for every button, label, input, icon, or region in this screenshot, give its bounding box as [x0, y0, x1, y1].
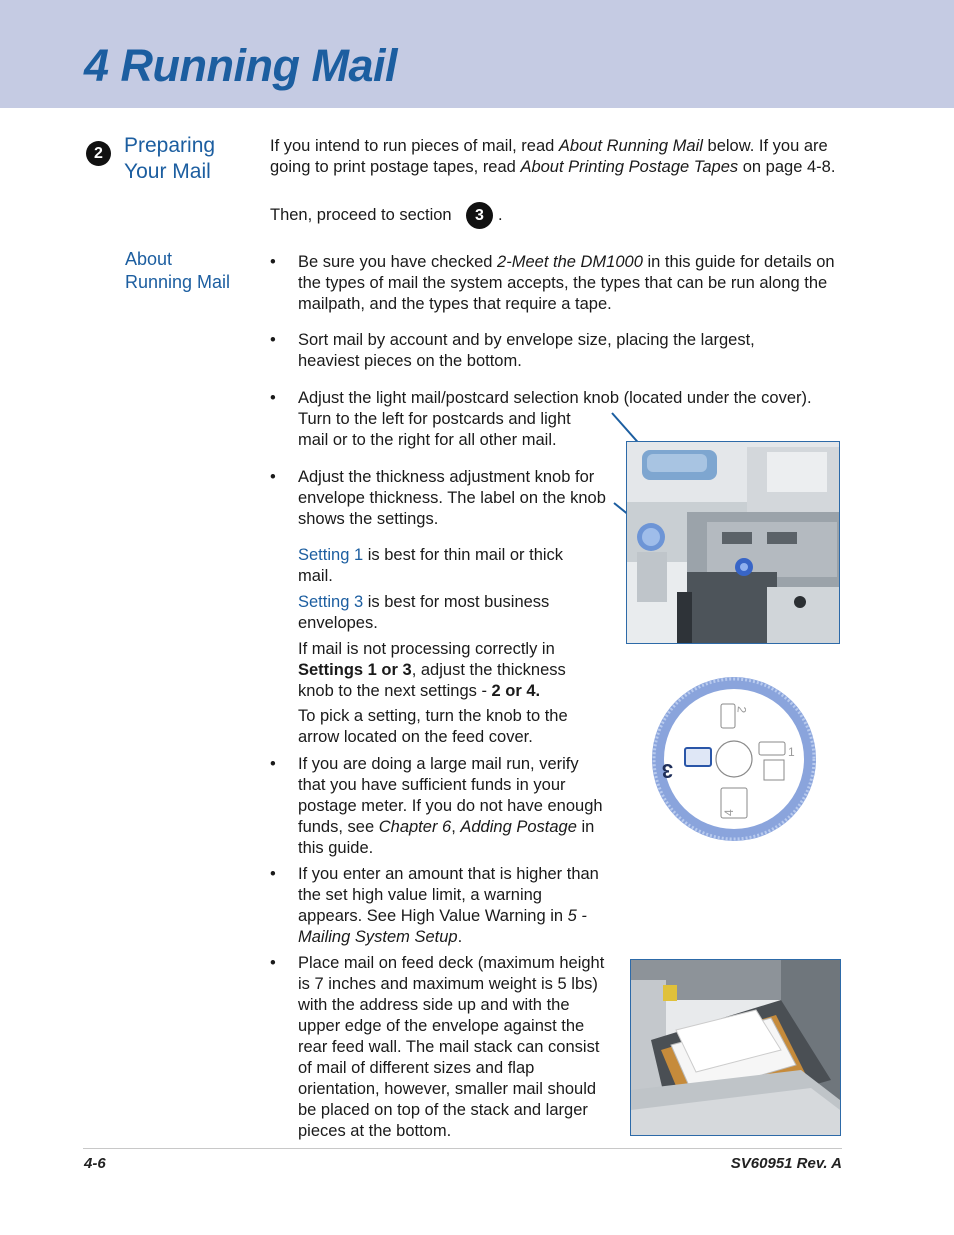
text-ref: 2-Meet the DM1000 [497, 253, 643, 271]
heading-line: Running Mail [125, 272, 231, 292]
knob-area-photo [626, 441, 840, 644]
bullet-text: Sort mail by account and by envelope size, placing the largest, heaviest pieces on the bottom. [298, 331, 755, 370]
feed-deck-photo [630, 959, 841, 1136]
bullet-marker: • [270, 954, 276, 972]
text: If you enter an amount that is higher than the set high value limit, a warning appears. See High Value Warning in [298, 865, 599, 925]
text: , adjust the thickness knob to the next settings - [298, 661, 566, 700]
bullet-text: Turn to the left for postcards and light mail or to the right for all other mail. [298, 410, 571, 449]
chapter-title: 4 Running Mail [84, 40, 397, 91]
text-ref: Adding Postage [460, 818, 577, 836]
text: is best for thin mail or thick mail. [298, 546, 564, 585]
dial-setting-3: 3 [661, 759, 673, 781]
text: , [451, 818, 461, 836]
setting-link[interactable]: Setting 3 [298, 593, 364, 611]
text: Be sure you have checked [298, 253, 498, 271]
text: . [498, 206, 503, 224]
text: in this guide. [298, 818, 595, 857]
step-number-badge: 2 [86, 141, 111, 166]
text: If you intend to run pieces of mail, read [270, 137, 559, 155]
bullet-marker: • [270, 865, 276, 883]
text: is best for most business envelopes. [298, 593, 550, 632]
bullet-marker: • [270, 755, 276, 773]
page-number: 4-6 [84, 1155, 106, 1172]
text-strong: 2 or 4. [491, 682, 541, 700]
bullet-marker: • [270, 468, 276, 486]
step-number-badge: 3 [466, 202, 493, 229]
heading-line: About [125, 249, 173, 269]
dial-setting-4: 4 [722, 809, 736, 816]
document-revision: SV60951 Rev. A [730, 1155, 842, 1172]
text-strong: Settings 1 or 3 [298, 661, 412, 679]
text: below. If you are going to print postage tapes, read [270, 137, 828, 176]
text: . [457, 928, 463, 946]
text: If mail is not processing correctly in [298, 640, 555, 658]
text: Then, proceed to section [270, 206, 452, 224]
setting-link[interactable]: Setting 1 [298, 546, 364, 564]
bullet-text: Adjust the thickness adjustment knob for envelope thickness. The label on the knob shows the settings. [298, 468, 606, 528]
pick-setting-note: To pick a setting, turn the knob to the arrow located on the feed cover. [298, 707, 568, 746]
dial-setting-1: 1 [788, 745, 795, 759]
footer-divider [83, 1148, 842, 1149]
text-ref: 5 - Mailing System Setup [298, 907, 587, 946]
text-ref: About Running Mail [558, 137, 703, 155]
text: on page 4-8. [738, 158, 836, 176]
bullet-marker: • [270, 253, 276, 271]
heading-line: Your Mail [124, 160, 211, 183]
bullet-text: Place mail on feed deck (maximum height is 7 inches and maximum weight is 5 lbs) with the address side up and with the upper edge of the envelope against the rear feed wall. The mail stack can consist of mail of different sizes and flap orientation, however, smaller mail should be placed on top of the stack and larger pieces at the bottom. [298, 954, 605, 1140]
text-ref: Chapter 6 [378, 818, 452, 836]
text-ref: About Printing Postage Tapes [520, 158, 739, 176]
bullet-marker: • [270, 331, 276, 349]
bullet-text: Adjust the light mail/postcard selection knob (located under the cover). [298, 389, 812, 407]
text: in this guide for details on the types of mail the system accepts, the types that can be run along the mailpath, and the types that require a tape. [298, 253, 835, 313]
text: If you are doing a large mail run, verify that you have sufficient funds in your postage meter. If you do not have enough funds, see [298, 755, 603, 836]
heading-line: Preparing [124, 134, 216, 157]
thickness-knob-dial [651, 676, 817, 842]
bullet-marker: • [270, 389, 276, 407]
dial-setting-2: 2 [734, 705, 749, 714]
